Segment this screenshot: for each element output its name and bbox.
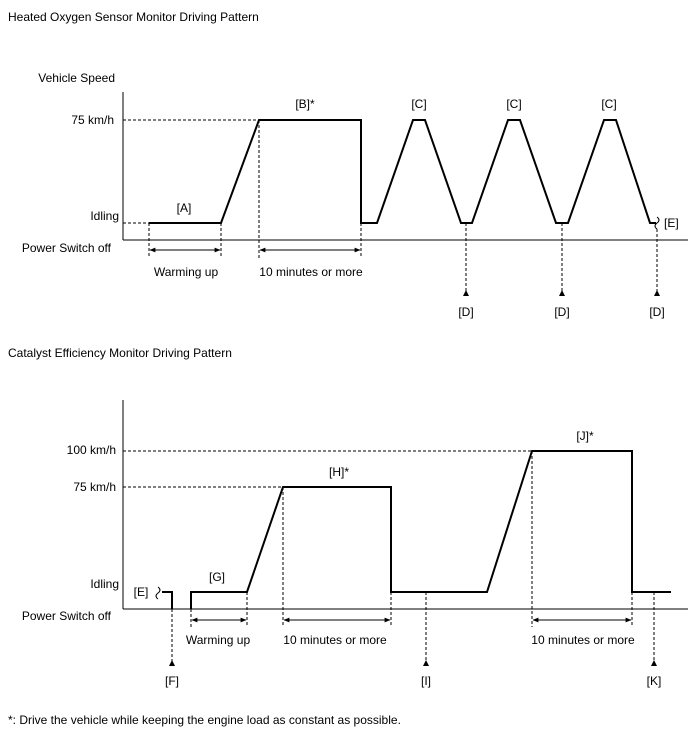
- diagram1-duration-label: 10 minutes or more: [259, 265, 363, 279]
- diagram2-f-triangle: [169, 660, 175, 666]
- diagram2-label-f: [F]: [165, 674, 179, 688]
- diagram2-e-trace: [162, 592, 172, 609]
- diagram2-break-symbol: [156, 587, 160, 599]
- diagram2-speed-high-label: 100 km/h: [66, 443, 116, 457]
- diagram2-duration1-label: 10 minutes or more: [283, 633, 387, 647]
- diagram1-speed-trace: [149, 120, 656, 223]
- diagram1-d3-triangle: [654, 290, 660, 296]
- diagram2-idling-label: Idling: [90, 577, 119, 591]
- diagram1-label-c2: [C]: [506, 97, 522, 111]
- diagram1-speed-label: 75 km/h: [71, 113, 114, 127]
- diagram1-d1-triangle: [463, 290, 469, 296]
- heated-oxygen-sensor-diagram: [8, 10, 688, 319]
- diagram1-label-c1: [C]: [411, 97, 427, 111]
- catalyst-efficiency-diagram: [8, 346, 688, 688]
- diagram1-title: Heated Oxygen Sensor Monitor Driving Pattern: [8, 10, 259, 24]
- diagram2-label-j: [J]*: [576, 429, 594, 443]
- diagram1-idling-label: Idling: [90, 209, 119, 223]
- diagram1-label-d3: [D]: [649, 305, 665, 319]
- diagram2-title: Catalyst Efficiency Monitor Driving Pattern: [8, 346, 232, 360]
- diagram1-label-b: [B]*: [295, 97, 315, 111]
- diagram1-label-d1: [D]: [458, 305, 474, 319]
- diagram2-label-h: [H]*: [328, 465, 350, 479]
- diagram1-label-c3: [C]: [601, 97, 617, 111]
- diagram2-off-label: Power Switch off: [21, 609, 111, 623]
- diagram1-label-d2: [D]: [554, 305, 570, 319]
- diagram2-speed-trace: [191, 451, 671, 609]
- diagram1-y-axis-label: Vehicle Speed: [38, 71, 115, 85]
- diagram2-i-triangle: [423, 660, 429, 666]
- diagram2-warmup-label: Warming up: [185, 633, 251, 647]
- diagram2-label-e: [E]: [133, 585, 149, 599]
- footnote: *: Drive the vehicle while keeping the engine load as constant as possible.: [8, 713, 401, 727]
- diagram2-label-k: [K]: [646, 674, 662, 688]
- diagram2-duration2-label: 10 minutes or more: [531, 633, 635, 647]
- diagram1-off-label: Power Switch off: [21, 241, 111, 255]
- diagram2-k-triangle: [651, 660, 657, 666]
- diagram1-warmup-label: Warming up: [153, 265, 219, 279]
- diagram1-label-e: [E]: [664, 216, 679, 230]
- diagram2-label-i: [I]: [420, 674, 432, 688]
- diagram2-label-g: [G]: [208, 570, 226, 584]
- diagram1-d2-triangle: [559, 290, 565, 296]
- diagram2-speed-label: 75 km/h: [73, 480, 116, 494]
- diagram1-label-a: [A]: [176, 201, 192, 215]
